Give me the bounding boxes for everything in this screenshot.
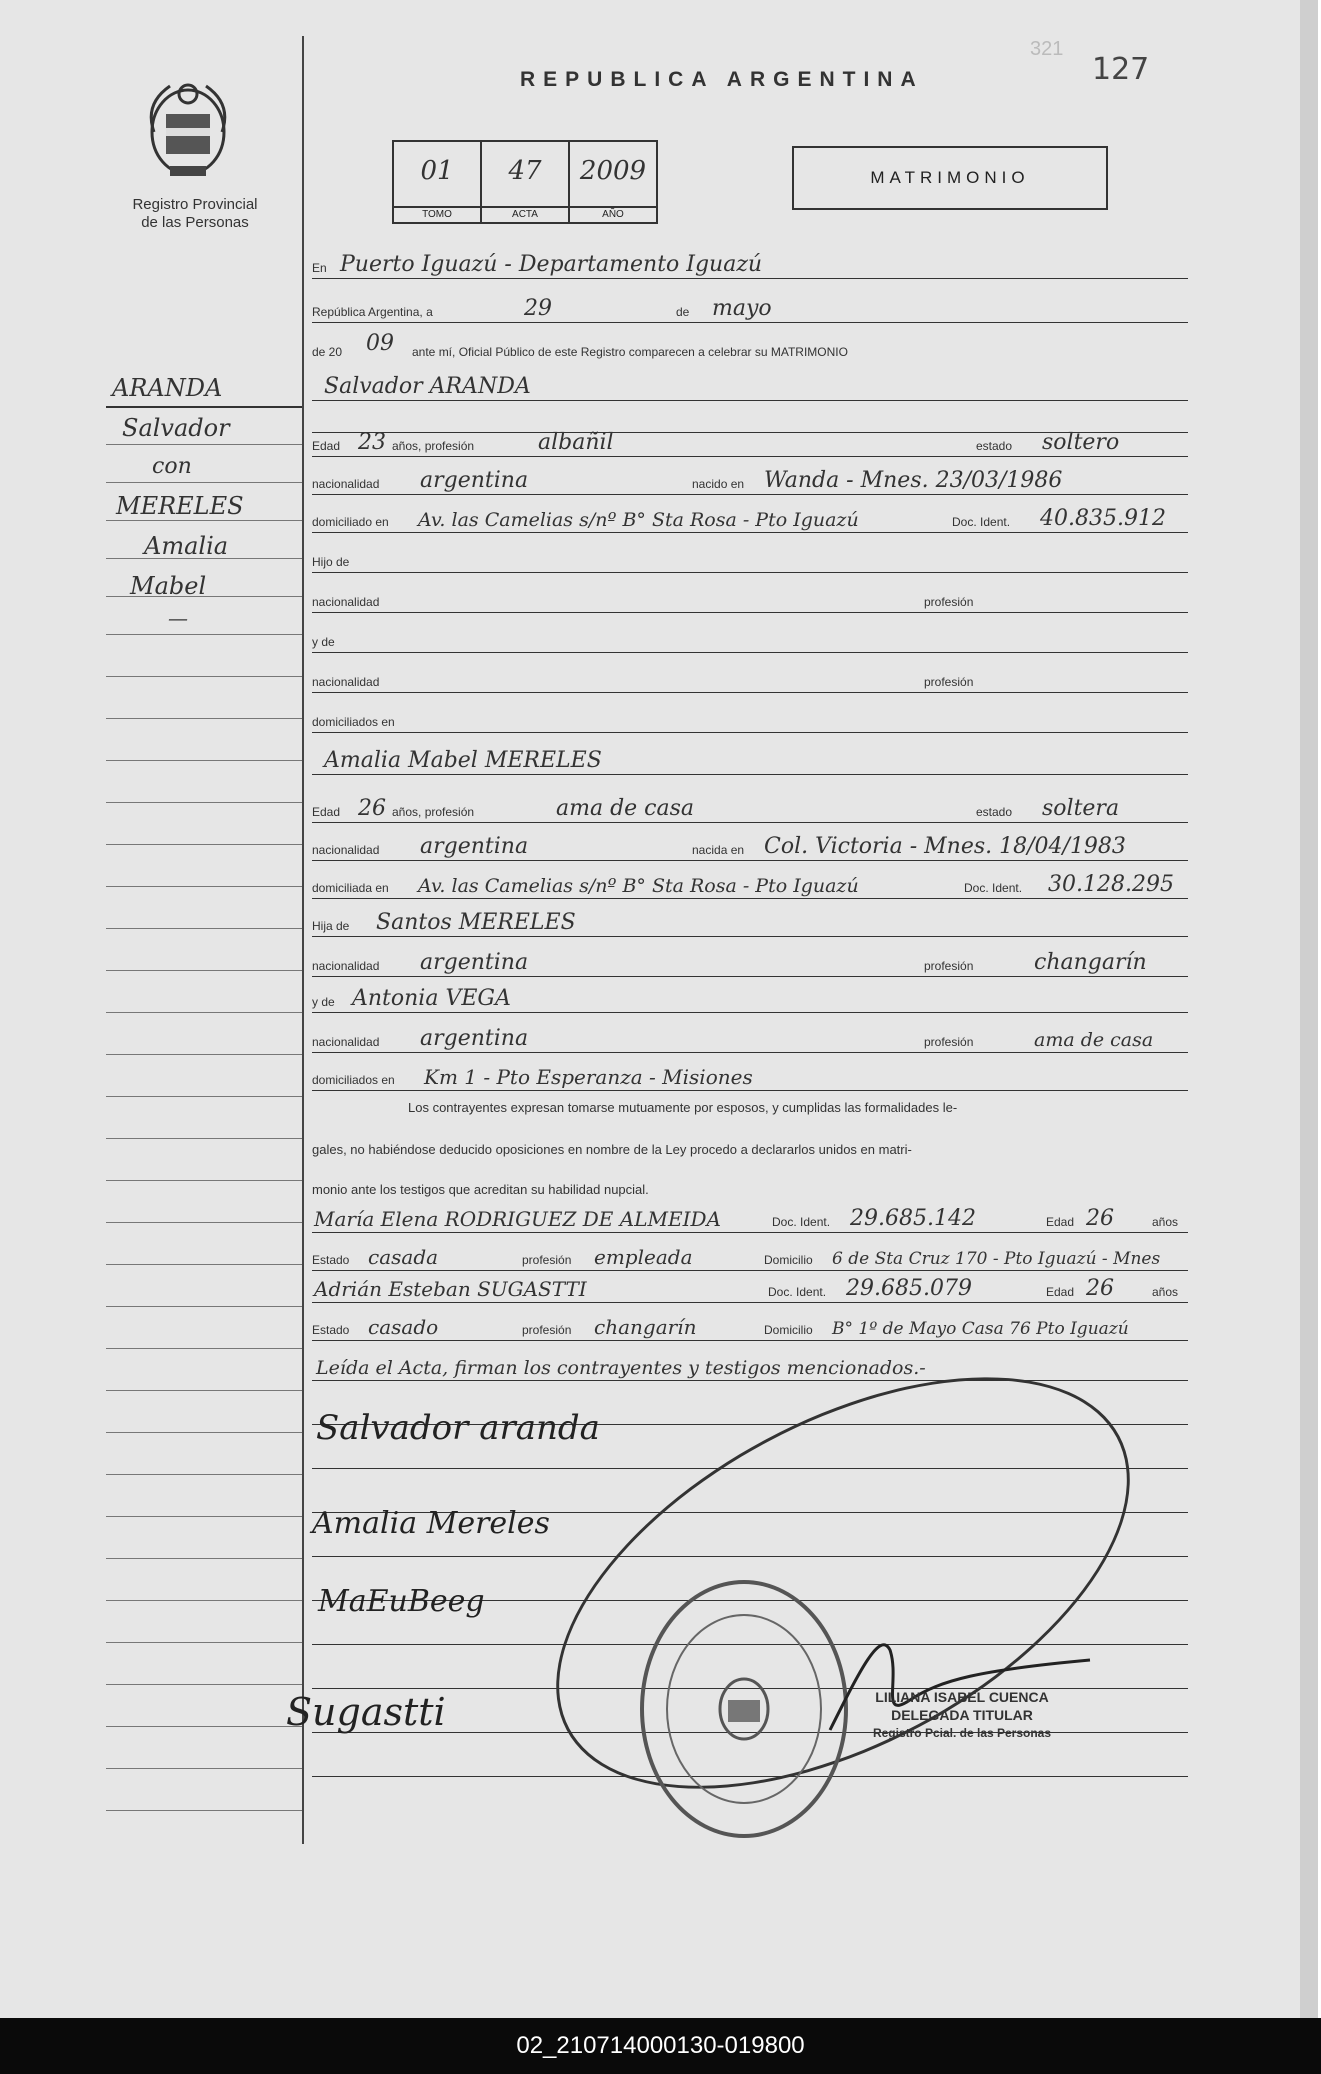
place-value: Puerto Iguazú - Departamento Iguazú <box>340 252 763 277</box>
groom-father-row <box>312 540 1188 573</box>
margin-line <box>106 844 302 845</box>
anos-label: años <box>1152 1215 1179 1229</box>
official-role: DELEGADA TITULAR <box>891 1707 1033 1723</box>
witness2-profession: changarín <box>594 1315 697 1339</box>
margin-line <box>106 1474 302 1475</box>
bride-nationality: argentina <box>420 834 529 859</box>
bride-mother: Antonia VEGA <box>352 986 511 1011</box>
doc-label: Doc. Ident. <box>952 515 1011 529</box>
margin-line <box>106 520 302 521</box>
legal-text-3: monio ante los testigos que acreditan su habilidad nupcial. <box>312 1182 649 1197</box>
groom-age-row <box>312 424 1188 457</box>
witness1-row <box>312 1200 1188 1233</box>
bride-birth: Col. Victoria - Mnes. 18/04/1983 <box>764 834 1126 859</box>
acta-cell <box>482 142 570 222</box>
margin-line <box>106 1600 302 1601</box>
margin-dash: — <box>168 606 188 630</box>
seal-emblem-icon <box>714 1674 774 1744</box>
margin-line <box>106 1306 302 1307</box>
margin-line <box>106 1138 302 1139</box>
groom-name-row <box>312 368 1188 401</box>
tomo-cell <box>394 142 482 222</box>
margin-line <box>106 1516 302 1517</box>
bride-status: soltera <box>1042 796 1120 821</box>
bride-mother-nationality: argentina <box>420 1026 529 1051</box>
edad-label: Edad <box>312 439 341 453</box>
de-label: de <box>676 305 690 319</box>
margin-line <box>106 634 302 635</box>
year-row <box>312 330 1188 362</box>
edad-label: Edad <box>1046 1215 1075 1229</box>
profesion-label: profesión <box>522 1253 572 1267</box>
margin-line <box>106 1054 302 1055</box>
closing-row <box>312 1348 1188 1381</box>
witness1-age: 26 <box>1086 1206 1114 1231</box>
legal-text-2: gales, no habiéndose deducido oposiciones en nombre de la Ley procedo a declararlos unidos en matri- <box>312 1142 912 1157</box>
bride-father-nat-row <box>312 944 1188 977</box>
nacida-label: nacida en <box>692 843 745 857</box>
anos-label: años <box>1152 1285 1179 1299</box>
official-name: LILIANA ISABEL CUENCA <box>875 1689 1049 1705</box>
witness1-status: casada <box>368 1245 439 1269</box>
groom-nationality: argentina <box>420 468 529 493</box>
ante-text: ante mí, Oficial Público de este Registro comparecen a celebrar su MATRIMONIO <box>412 345 848 359</box>
anos-profesion-label: años, profesión <box>392 805 475 819</box>
month-value: mayo <box>712 296 772 321</box>
margin-line <box>106 1432 302 1433</box>
domiciliada-label: domiciliada en <box>312 881 389 895</box>
registry-name-line2: de las Personas <box>141 214 249 231</box>
margin-line <box>106 1264 302 1265</box>
domiciliado-label: domiciliado en <box>312 515 389 529</box>
nacionalidad-label: nacionalidad <box>312 595 380 609</box>
y-de-label: y de <box>312 635 335 649</box>
bride-father-profession: changarín <box>1034 950 1147 975</box>
margin-line <box>106 1726 302 1727</box>
margin-line <box>106 1222 302 1223</box>
legal-text-1: Los contrayentes expresan tomarse mutuamente por esposos, y cumplidas las formalidades le- <box>408 1100 958 1115</box>
margin-line <box>106 928 302 929</box>
margin-line <box>106 1684 302 1685</box>
y-de-label: y de <box>312 995 335 1009</box>
anio-cell <box>570 142 656 222</box>
witness2-doc: 29.685.079 <box>846 1276 972 1301</box>
groom-birth: Wanda - Mnes. 23/03/1986 <box>764 468 1063 493</box>
domicilio-label: Domicilio <box>764 1323 813 1337</box>
margin-line <box>106 1768 302 1769</box>
bride-mother-profession: ama de casa <box>1034 1029 1154 1051</box>
edad-label: Edad <box>1046 1285 1075 1299</box>
groom-father-nat-row <box>312 580 1188 613</box>
margin-line <box>106 482 302 483</box>
edad-label: Edad <box>312 805 341 819</box>
witness1-name: María Elena RODRIGUEZ DE ALMEIDA <box>314 1207 721 1231</box>
groom-nationality-row <box>312 462 1188 495</box>
witness2-age: 26 <box>1086 1276 1114 1301</box>
hija-label: Hija de <box>312 919 350 933</box>
groom-mother-row <box>312 620 1188 653</box>
doc-label: Doc. Ident. <box>768 1285 827 1299</box>
domicilio-label: Domicilio <box>764 1253 813 1267</box>
nacionalidad-label: nacionalidad <box>312 843 380 857</box>
bride-name: Amalia Mabel MERELES <box>324 748 602 773</box>
bride-parents-address-row <box>312 1058 1188 1091</box>
signature-witness1: MaEuBeeg <box>318 1584 485 1619</box>
margin-surname-groom: ARANDA <box>112 374 223 402</box>
year-suffix: 09 <box>366 331 394 356</box>
margin-line <box>106 760 302 761</box>
margin-line <box>106 1012 302 1013</box>
margin-line <box>106 886 302 887</box>
signature-witness2: Sugastti <box>286 1690 446 1734</box>
registry-name-line1: Registro Provincial <box>132 196 258 213</box>
witness2-address: B° 1º de Mayo Casa 76 Pto Iguazú <box>832 1319 1129 1339</box>
signature-groom: Salvador aranda <box>316 1408 600 1448</box>
day-value: 29 <box>524 296 552 321</box>
bride-address: Av. las Camelias s/nº B° Sta Rosa - Pto Iguazú <box>418 875 859 897</box>
margin-name-bride-1: Amalia <box>144 532 229 560</box>
bride-name-row <box>312 742 1188 775</box>
bride-father: Santos MERELES <box>376 910 576 935</box>
margin-line <box>106 1180 302 1181</box>
acta-value: 47 <box>508 156 542 186</box>
witness2-detail-row <box>312 1308 1188 1341</box>
nacido-label: nacido en <box>692 477 745 491</box>
profesion-label: profesión <box>924 1035 974 1049</box>
profesion-label: profesión <box>924 675 974 689</box>
bride-mother-row <box>312 980 1188 1013</box>
profesion-label: profesión <box>924 959 974 973</box>
acta-label: ACTA <box>482 206 568 222</box>
margin-line <box>106 970 302 971</box>
place-row <box>312 246 1188 279</box>
witness1-detail-row <box>312 1238 1188 1271</box>
margin-con: con <box>152 454 192 479</box>
margin-name-groom: Salvador <box>122 414 230 442</box>
profesion-label: profesión <box>924 595 974 609</box>
anio-value: 2009 <box>579 156 647 186</box>
witness1-doc: 29.685.142 <box>850 1206 976 1231</box>
margin-line <box>106 1558 302 1559</box>
groom-mother-nat-row <box>312 660 1188 693</box>
nacionalidad-label: nacionalidad <box>312 675 380 689</box>
anos-profesion-label: años, profesión <box>392 439 475 453</box>
groom-status: soltero <box>1042 430 1120 455</box>
official-stamp-text <box>862 1688 1062 1742</box>
act-type-box: MATRIMONIO <box>792 146 1108 210</box>
margin-line <box>106 676 302 677</box>
en-label: En <box>312 261 327 275</box>
margin-surname-bride: MERELES <box>116 492 244 520</box>
margin-line <box>106 1642 302 1643</box>
bride-age: 26 <box>358 796 386 821</box>
file-id-bar: 02_210714000130-019800 <box>0 2018 1321 2074</box>
document-title: REPUBLICA ARGENTINA <box>520 68 924 91</box>
bride-nationality-row <box>312 828 1188 861</box>
year-prefix: de 20 <box>312 345 343 359</box>
witness2-row <box>312 1270 1188 1303</box>
bride-address-row <box>312 866 1188 899</box>
nacionalidad-label: nacionalidad <box>312 1035 380 1049</box>
witness2-status: casado <box>368 1315 439 1339</box>
bride-age-row <box>312 790 1188 823</box>
margin-line <box>106 444 302 445</box>
bride-mother-nat-row <box>312 1020 1188 1053</box>
bride-doc: 30.128.295 <box>1048 872 1174 897</box>
groom-name: Salvador ARANDA <box>324 374 531 399</box>
anio-label: AÑO <box>570 206 656 222</box>
bride-father-nationality: argentina <box>420 950 529 975</box>
tomo-acta-anio-box <box>392 140 658 224</box>
domiciliados-label: domiciliados en <box>312 1073 395 1087</box>
margin-line <box>106 1348 302 1349</box>
groom-address-row <box>312 500 1188 533</box>
tomo-label: TOMO <box>394 206 480 222</box>
closing-text: Leída el Acta, firman los contrayentes y testigos mencionados.- <box>316 1357 926 1379</box>
estado-label: estado <box>976 439 1013 453</box>
groom-profession: albañil <box>538 430 614 455</box>
groom-address: Av. las Camelias s/nº B° Sta Rosa - Pto Iguazú <box>418 509 859 531</box>
domiciliados-label: domiciliados en <box>312 715 395 729</box>
bride-profession: ama de casa <box>556 796 695 821</box>
margin-line <box>106 406 302 408</box>
margin-name-bride-2: Mabel <box>130 572 207 600</box>
witness2-name: Adrián Esteban SUGASTTI <box>314 1277 587 1301</box>
official-seal <box>640 1580 848 1838</box>
margin-column <box>102 36 304 1844</box>
doc-label: Doc. Ident. <box>772 1215 831 1229</box>
republica-label: República Argentina, a <box>312 305 433 319</box>
estado-label: estado <box>976 805 1013 819</box>
bride-father-row <box>312 904 1188 937</box>
witness1-address: 6 de Sta Cruz 170 - Pto Iguazú - Mnes <box>832 1249 1161 1269</box>
groom-parents-address-row <box>312 700 1188 733</box>
signature-bride: Amalia Mereles <box>312 1506 550 1541</box>
bride-parents-address: Km 1 - Pto Esperanza - Misiones <box>424 1065 753 1089</box>
profesion-label: profesión <box>522 1323 572 1337</box>
doc-label: Doc. Ident. <box>964 881 1023 895</box>
margin-line <box>106 1810 302 1811</box>
margin-line <box>106 718 302 719</box>
nacionalidad-label: nacionalidad <box>312 477 380 491</box>
margin-line <box>106 802 302 803</box>
tomo-value: 01 <box>420 156 454 186</box>
groom-doc: 40.835.912 <box>1040 506 1166 531</box>
official-registry: Registro Pcial. de las Personas <box>872 1726 1052 1740</box>
groom-age: 23 <box>358 430 386 455</box>
margin-line <box>106 1390 302 1391</box>
nacionalidad-label: nacionalidad <box>312 959 380 973</box>
date-row <box>312 290 1188 323</box>
estado-label: Estado <box>312 1323 350 1337</box>
margin-line <box>106 1096 302 1097</box>
hijo-label: Hijo de <box>312 555 350 569</box>
page-number: 127 <box>1092 52 1150 87</box>
faint-page-number: 321 <box>1030 38 1064 60</box>
estado-label: Estado <box>312 1253 350 1267</box>
witness1-profession: empleada <box>594 1245 693 1269</box>
